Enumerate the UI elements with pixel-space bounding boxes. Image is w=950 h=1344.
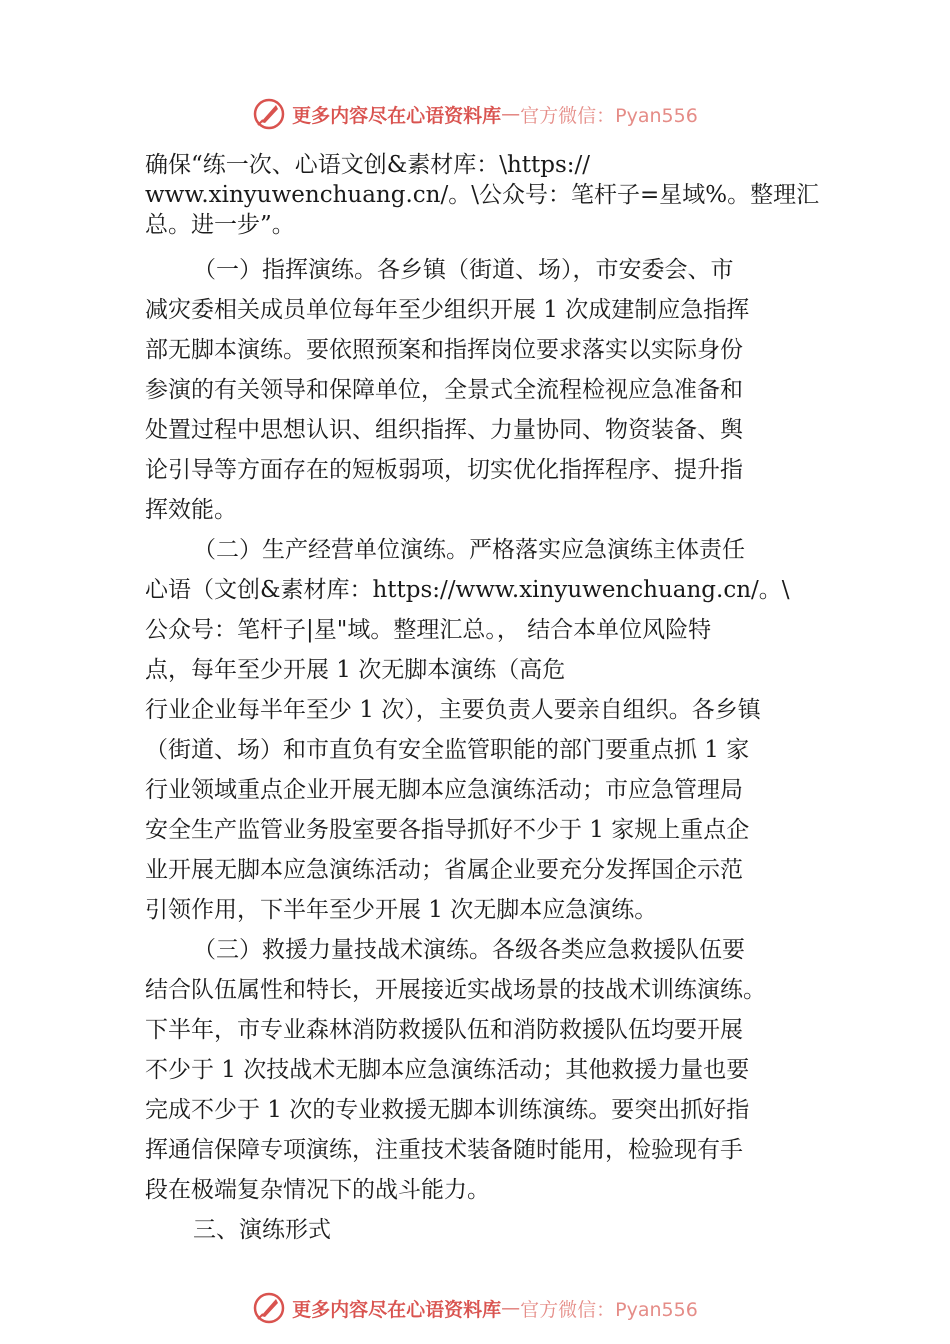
text-line: （街道、场）和市直负有安全监管职能的部门要重点抓 1 家	[145, 737, 750, 763]
header-banner	[0, 94, 950, 134]
text-line: 确保“练一次、心语文创&素材库：\https://	[145, 152, 591, 178]
banner-left-text: 更多内容尽在心语资料库	[292, 104, 502, 127]
paragraph-1-start: （一）指挥演练。各乡镇（街道、场），市安委会、市	[193, 257, 734, 283]
text-line: 心语（文创&素材库：https://www.xinyuwenchuang.cn/。\	[145, 577, 790, 603]
text-line: 段在极端复杂情况下的战斗能力。	[145, 1177, 490, 1203]
section-heading: 三、演练形式	[193, 1217, 331, 1243]
banner-right-text: 官方微信：Pyan556	[520, 104, 698, 127]
banner-right-text: 官方微信：Pyan556	[520, 1298, 698, 1321]
text-line: www.xinyuwenchuang.cn/。\公众号：笔杆子=星域%。整理汇	[145, 182, 820, 208]
text-line: 完成不少于 1 次的专业救援无脚本训练演练。要突出抓好指	[145, 1097, 750, 1123]
quill-logo-icon	[252, 97, 286, 131]
banner-dash: —	[501, 1297, 521, 1319]
text-line: 业开展无脚本应急演练活动；省属企业要充分发挥国企示范	[145, 857, 743, 883]
banner-left-text: 更多内容尽在心语资料库	[292, 1298, 502, 1321]
document-body	[145, 150, 825, 1250]
text-line: 部无脚本演练。要依照预案和指挥岗位要求落实以实际身份	[145, 337, 743, 363]
text-line: 下半年，市专业森林消防救援队伍和消防救援队伍均要开展	[145, 1017, 743, 1043]
footer-banner	[0, 1288, 950, 1328]
paragraph-3-start: （三）救援力量技战术演练。各级各类应急救援队伍要	[193, 937, 745, 963]
text-line: 公众号：笔杆子|星"域。整理汇总。， 结合本单位风险特	[145, 617, 712, 643]
text-line: 论引导等方面存在的短板弱项，切实优化指挥程序、提升指	[145, 457, 743, 483]
text-line: 处置过程中思想认识、组织指挥、力量协同、物资装备、舆	[145, 417, 743, 443]
text-line: 行业领域重点企业开展无脚本应急演练活动；市应急管理局	[145, 777, 743, 803]
text-line: 不少于 1 次技战术无脚本应急演练活动；其他救援力量也要	[145, 1057, 750, 1083]
banner-dash: —	[501, 103, 521, 125]
paragraph-2-start: （二）生产经营单位演练。严格落实应急演练主体责任	[193, 537, 745, 563]
text-line: 结合队伍属性和特长，开展接近实战场景的技战术训练演练。	[145, 977, 766, 1003]
text-line: 安全生产监管业务股室要各指导抓好不少于 1 家规上重点企	[145, 817, 750, 843]
text-line: 总。进一步”。	[145, 212, 295, 238]
text-line: 引领作用，下半年至少开展 1 次无脚本应急演练。	[145, 897, 658, 923]
text-line: 挥效能。	[145, 497, 237, 523]
text-line: 点，每年至少开展 1 次无脚本演练（高危	[145, 657, 566, 683]
text-line: 挥通信保障专项演练，注重技术装备随时能用，检验现有手	[145, 1137, 743, 1163]
quill-logo-icon	[252, 1291, 286, 1325]
text-line: 参演的有关领导和保障单位，全景式全流程检视应急准备和	[145, 377, 743, 403]
text-line: 减灾委相关成员单位每年至少组织开展 1 次成建制应急指挥	[145, 297, 750, 323]
text-line: 行业企业每半年至少 1 次），主要负责人要亲自组织。各乡镇	[145, 697, 761, 723]
